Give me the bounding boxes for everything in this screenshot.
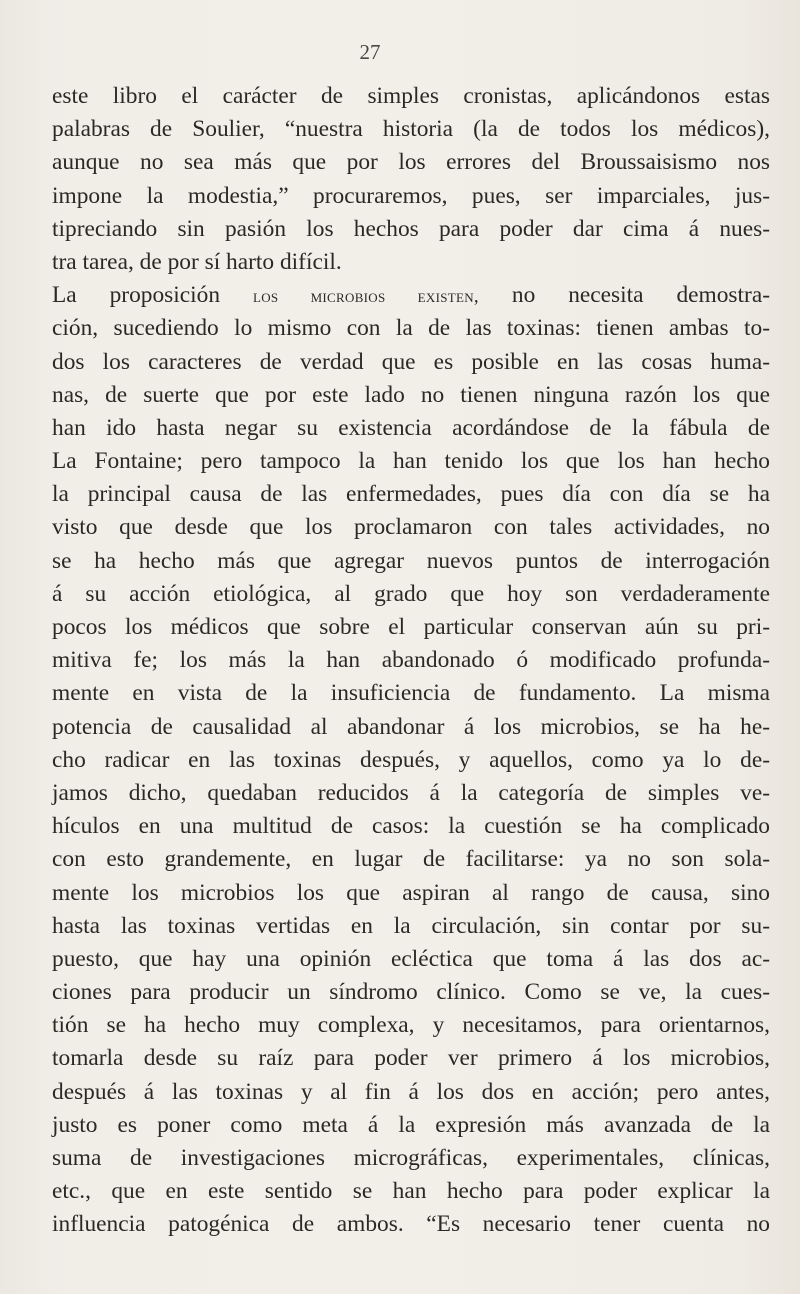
text-line: ción, sucediendo lo mismo con la de las toxinas: tienen ambas to- [52,315,770,342]
text-line: mente los microbios los que aspiran al rango de causa, sino [52,879,770,906]
text-line: visto que desde que los proclamaron con tales actividades, no [52,514,770,541]
text-line: se ha hecho más que agregar nuevos puntos de interrogación [52,547,770,574]
text-line: palabras de Soulier, “nuestra historia (la de todos los médicos), [52,116,770,143]
text-line: con esto grandemente, en lugar de facilitarse: ya no son sola- [52,846,770,873]
text-line: potencia de causalidad al abandonar á los microbios, se ha he- [52,713,770,740]
text-line: impone la modestia,” procuraremos, pues, ser imparciales, jus- [52,182,770,209]
text-line: aunque no sea más que por los errores del Broussaisismo nos [52,149,770,176]
text-line: la principal causa de las enfermedades, pues día con día se ha [52,481,770,508]
text-line: suma de investigaciones micrográficas, experimentales, clínicas, [52,1145,770,1171]
page-number: 27 [359,40,381,64]
proposition-tail: no necesita demostra- [511,282,770,309]
proposition-lead: La proposición [52,282,221,309]
text-line: pocos los médicos que sobre el particular conservan aún su pri- [52,614,770,640]
text-line: hículos en una multitud de casos: la cuestión se ha complicado [52,813,770,840]
text-line: etc., que en este sentido se han hecho para poder explicar la [52,1178,770,1205]
text-line: nas, de suerte que por este lado no tienen ninguna razón los que [52,381,770,408]
text-line: cho radicar en las toxinas después, y aquellos, como ya lo de- [52,746,770,773]
text-line: ciones para producir un síndromo clínico. Como se ve, la cues- [52,979,770,1006]
text-line: á su acción etiológica, al grado que hoy son verdaderamente [52,580,770,607]
proposition-smallcaps: los microbios existen, [252,286,479,308]
text-line: puesto, que hay una opinión ecléctica que toma á las dos ac- [52,945,770,972]
text-line-proposition [52,279,770,312]
text-line: este libro el carácter de simples cronistas, aplicándonos estas [52,83,770,109]
text-line: después á las toxinas y al fin á los dos en acción; pero antes, [52,1078,770,1105]
body-text [52,80,770,1242]
text-line: jamos dicho, quedaban reducidos á la categoría de simples ve- [52,779,770,806]
text-line: influencia patogénica de ambos. “Es necesario tener cuenta no [52,1211,770,1238]
text-line: tra tarea, de por sí harto difícil. [52,248,342,275]
text-line: La Fontaine; pero tampoco la han tenido los que los han hecho [52,448,770,475]
text-line: dos los caracteres de verdad que es posible en las cosas huma- [52,348,770,375]
text-line: tipreciando sin pasión los hechos para poder dar cima á nues- [52,215,770,242]
text-line: han ido hasta negar su existencia acordándose de la fábula de [52,414,770,441]
text-line: tión se ha hecho muy complexa, y necesitamos, para orientarnos, [52,1012,770,1039]
text-line: justo es poner como meta á la expresión más avanzada de la [52,1111,770,1138]
text-line: mitiva fe; los más la han abandonado ó modificado profunda- [52,647,770,674]
text-line: mente en vista de la insuficiencia de fundamento. La misma [52,680,770,707]
text-line: hasta las toxinas vertidas en la circulación, sin contar por su- [52,912,770,939]
text-line: tomarla desde su raíz para poder ver primero á los microbios, [52,1045,770,1072]
